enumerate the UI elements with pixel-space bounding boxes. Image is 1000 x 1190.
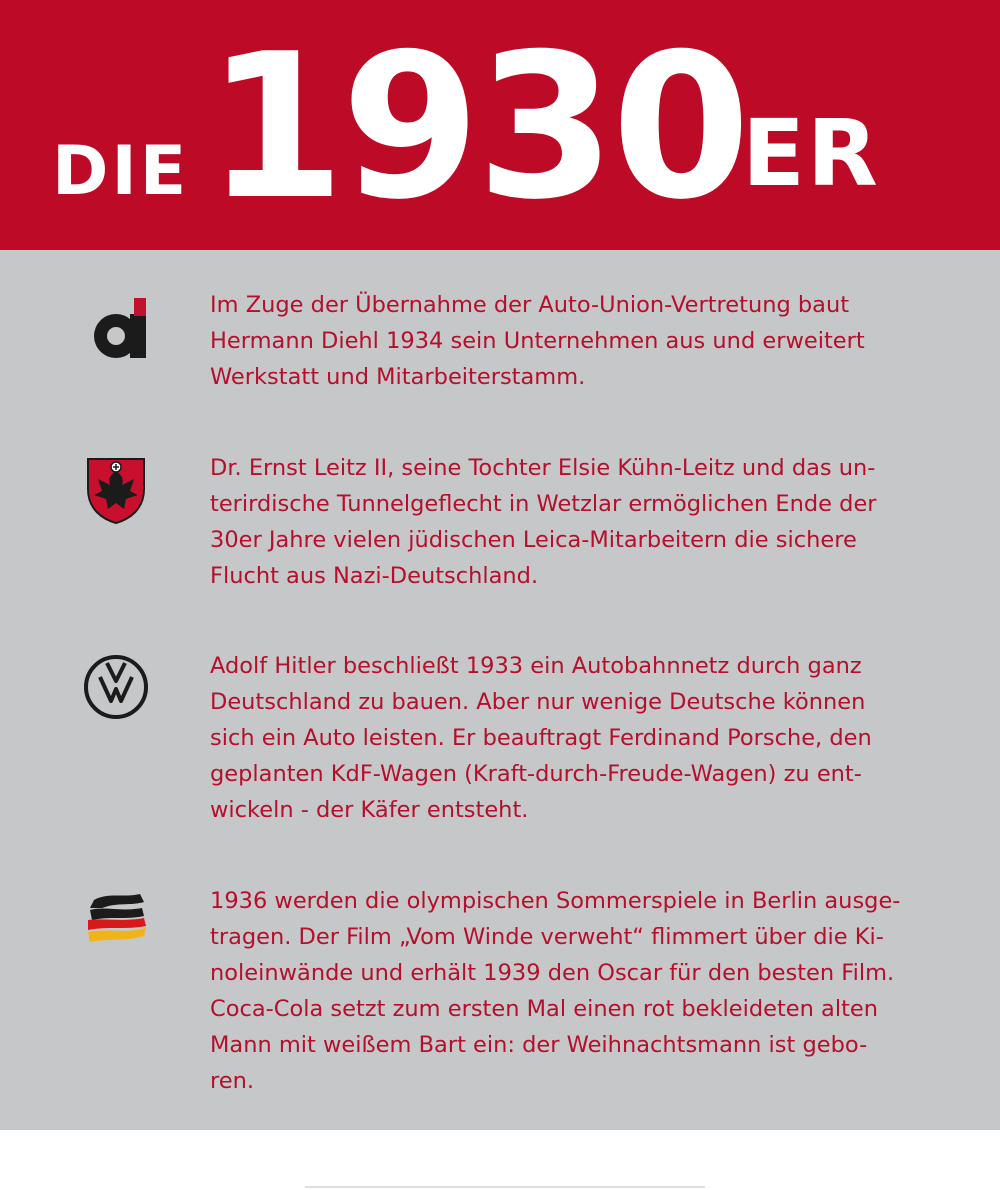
vw-logo-icon	[80, 651, 152, 723]
entry-text-1: Im Zuge der Übernahme der Auto-Union-Vertretung baut Hermann Diehl 1934 sein Unternehmen aus und erweitert Werkstatt und Mitarbeiterstamm.	[210, 292, 865, 390]
title-prefix: DIE	[52, 132, 190, 211]
header-banner	[0, 0, 1000, 250]
entry-text-3: Adolf Hitler beschließt 1933 ein Autobahnnetz durch ganz Deutschland zu bauen. Aber nur wenige Deutsche können sich ein Auto leisten. Er beauftragt Ferdinand Porsche, den geplanten KdF-Wagen (Kraft-durch-Freude-Wagen) zu ent- wickeln - der Käfer entsteht.	[210, 653, 872, 823]
entry-text-2: Dr. Ernst Leitz II, seine Tochter Elsie Kühn-Leitz und das un- terirdische Tunnelgeflecht in Wetzlar ermöglichen Ende der 30er Jahre vielen jüdischen Leica-Mitarbeitern die sichere Flucht aus Nazi-Deutschland.	[210, 455, 877, 589]
title-suffix: 'ER	[712, 100, 880, 207]
diehl-logo-icon	[80, 292, 152, 364]
german-flag-brushstroke-icon	[80, 886, 152, 958]
title-year: 1930	[206, 11, 747, 244]
divider	[305, 1186, 705, 1188]
entry-text-4: 1936 werden die olympischen Sommerspiele in Berlin ausge- tragen. Der Film „Vom Winde verweht“ flimmert über die Ki- noleinwände und erhält 1939 den Oscar für den besten Film. Coca-Cola setzt zum ersten Mal einen rot bekleideten alten Mann mit weißem Bart ein: der Weihnachtsmann ist gebo- ren.	[210, 888, 901, 1094]
wetzlar-coat-of-arms-icon	[80, 455, 152, 527]
